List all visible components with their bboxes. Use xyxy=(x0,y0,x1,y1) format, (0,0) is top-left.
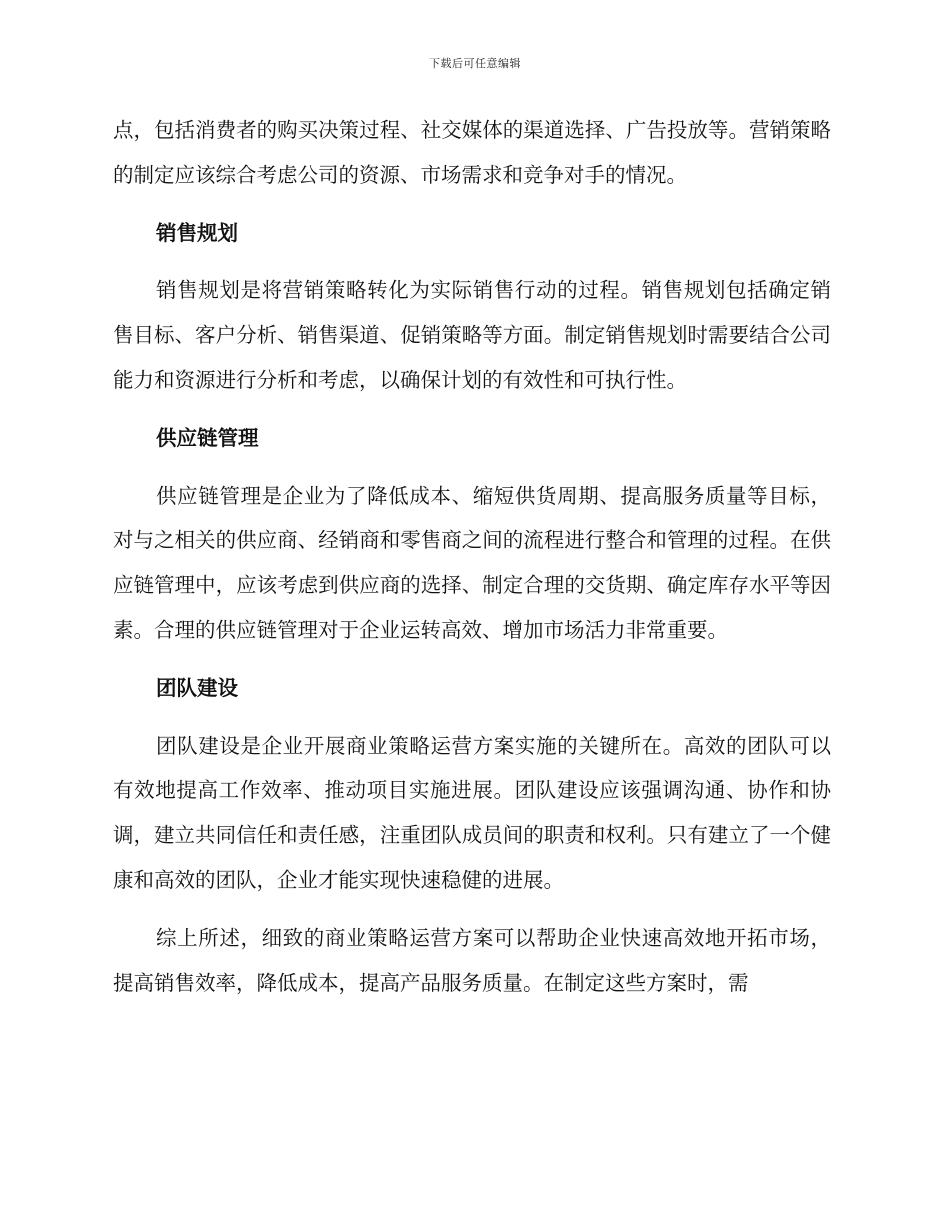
paragraph-marketing-continued: 点，包括消费者的购买决策过程、社交媒体的渠道选择、广告投放等。营销策略的制定应该综合考虑公司的资源、市场需求和竞争对手的情况。 xyxy=(113,118,831,187)
paragraph-supply-chain: 供应链管理是企业为了降低成本、缩短供货周期、提高服务质量等目标，对与之相关的供应商、经销商和零售商之间的流程进行整合和管理的过程。在供应链管理中，应该考虑到供应商的选择、制定合理的交货期、确定库存水平等因素。合理的供应链管理对于企业运转高效、增加市场活力非常重要。 xyxy=(113,483,831,642)
paragraph-summary: 综上所述，细致的商业策略运营方案可以帮助企业快速高效地开拓市场，提高销售效率，降低成本，提高产品服务质量。在制定这些方案时，需 xyxy=(113,925,831,995)
document-body xyxy=(113,108,831,1005)
heading-sales-planning: 销售规划 xyxy=(156,220,238,245)
page-header-note: 下载后可任意编辑 xyxy=(429,57,521,70)
paragraph-team-building: 团队建设是企业开展商业策略运营方案实施的关键所在。高效的团队可以有效地提高工作效率、推动项目实施进展。团队建设应该强调沟通、协作和协调，建立共同信任和责任感，注重团队成员间的职责和权利。只有建立了一个健康和高效的团队，企业才能实现快速稳健的进展。 xyxy=(113,733,831,892)
paragraph-sales-planning: 销售规划是将营销策略转化为实际销售行动的过程。销售规划包括确定销售目标、客户分析、销售渠道、促销策略等方面。制定销售规划时需要结合公司能力和资源进行分析和考虑，以确保计划的有效性和可执行性。 xyxy=(113,278,831,392)
heading-supply-chain: 供应链管理 xyxy=(156,425,259,450)
heading-team-building: 团队建设 xyxy=(156,675,238,700)
